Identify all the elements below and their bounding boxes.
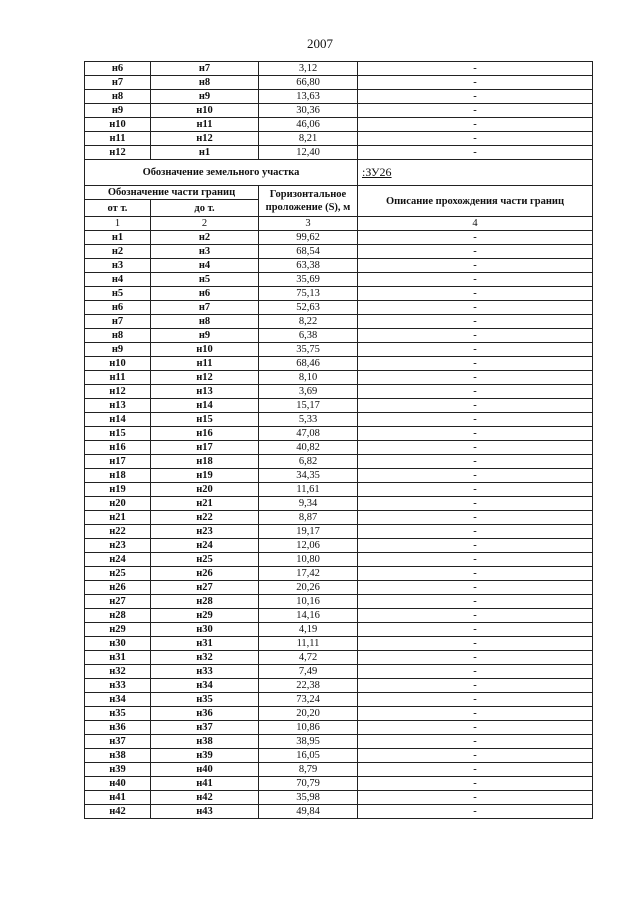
from-point: н28	[85, 609, 151, 623]
from-point: н37	[85, 735, 151, 749]
table-row	[85, 721, 593, 735]
from-point: н30	[85, 637, 151, 651]
description: -	[358, 791, 593, 805]
column-number-2: 2	[151, 217, 259, 231]
horizontal-length: 15,17	[259, 399, 358, 413]
table-row	[85, 525, 593, 539]
description: -	[358, 693, 593, 707]
to-point: н34	[151, 679, 259, 693]
table-row	[85, 777, 593, 791]
table-row	[85, 76, 593, 90]
horizontal-length: 70,79	[259, 777, 358, 791]
to-point: н26	[151, 567, 259, 581]
to-point: н12	[151, 371, 259, 385]
from-point: н1	[85, 231, 151, 245]
to-point: н9	[151, 90, 259, 104]
description: -	[358, 805, 593, 819]
description: -	[358, 132, 593, 146]
to-point: н14	[151, 399, 259, 413]
to-point: н11	[151, 357, 259, 371]
horizontal-length: 16,05	[259, 749, 358, 763]
to-point: н38	[151, 735, 259, 749]
horizontal-length: 9,34	[259, 497, 358, 511]
from-point: н39	[85, 763, 151, 777]
from-point: н3	[85, 259, 151, 273]
description: -	[358, 511, 593, 525]
horizontal-length: 40,82	[259, 441, 358, 455]
section-header	[85, 160, 593, 231]
table-row	[85, 329, 593, 343]
from-point: н23	[85, 539, 151, 553]
from-point: н5	[85, 287, 151, 301]
table-row	[85, 609, 593, 623]
horizontal-length: 10,16	[259, 595, 358, 609]
from-point: н21	[85, 511, 151, 525]
land-plot-code: :ЗУ26	[358, 160, 593, 186]
table-row	[85, 693, 593, 707]
to-point: н42	[151, 791, 259, 805]
to-point: н31	[151, 637, 259, 651]
horizontal-length: 52,63	[259, 301, 358, 315]
table-row	[85, 413, 593, 427]
description: -	[358, 665, 593, 679]
to-point: н24	[151, 539, 259, 553]
parts-header: Обозначение части границ	[85, 186, 259, 200]
horizontal-length: 34,35	[259, 469, 358, 483]
from-point: н13	[85, 399, 151, 413]
description: -	[358, 287, 593, 301]
description: -	[358, 567, 593, 581]
to-point: н16	[151, 427, 259, 441]
table-row	[85, 651, 593, 665]
from-point: н10	[85, 118, 151, 132]
to-point-header: до т.	[151, 200, 259, 217]
to-point: н17	[151, 441, 259, 455]
to-point: н5	[151, 273, 259, 287]
horizontal-length: 8,10	[259, 371, 358, 385]
first-block-rows	[85, 62, 593, 160]
from-point: н8	[85, 90, 151, 104]
table-row	[85, 441, 593, 455]
from-point: н35	[85, 707, 151, 721]
table-row	[85, 553, 593, 567]
from-point: н40	[85, 777, 151, 791]
from-point: н6	[85, 301, 151, 315]
description: -	[358, 595, 593, 609]
horizontal-length: 35,69	[259, 273, 358, 287]
page-number: 2007	[307, 36, 333, 51]
table-row	[85, 791, 593, 805]
table-row	[85, 749, 593, 763]
table-row	[85, 511, 593, 525]
to-point: н20	[151, 483, 259, 497]
to-point: н29	[151, 609, 259, 623]
horizontal-length: 14,16	[259, 609, 358, 623]
to-point: н37	[151, 721, 259, 735]
from-point: н33	[85, 679, 151, 693]
from-point: н2	[85, 245, 151, 259]
from-point: н29	[85, 623, 151, 637]
horizontal-length: 3,12	[259, 62, 358, 76]
horizontal-length: 17,42	[259, 567, 358, 581]
column-number-1: 1	[85, 217, 151, 231]
from-point: н32	[85, 665, 151, 679]
description: -	[358, 259, 593, 273]
table-row	[85, 539, 593, 553]
description: -	[358, 371, 593, 385]
table-row	[85, 343, 593, 357]
table-row	[85, 805, 593, 819]
to-point: н12	[151, 132, 259, 146]
table-row	[85, 707, 593, 721]
description: -	[358, 315, 593, 329]
description: -	[358, 497, 593, 511]
description: -	[358, 441, 593, 455]
description: -	[358, 90, 593, 104]
description: -	[358, 245, 593, 259]
table-row	[85, 497, 593, 511]
to-point: н2	[151, 231, 259, 245]
land-plot-title: Обозначение земельного участка	[85, 160, 358, 186]
horizontal-length: 30,36	[259, 104, 358, 118]
table-row	[85, 231, 593, 245]
to-point: н41	[151, 777, 259, 791]
from-point: н9	[85, 104, 151, 118]
to-point: н9	[151, 329, 259, 343]
boundary-table	[84, 61, 593, 819]
description: -	[358, 581, 593, 595]
to-point: н33	[151, 665, 259, 679]
description-header: Описание прохождения части границ	[358, 186, 593, 217]
description: -	[358, 525, 593, 539]
to-point: н18	[151, 455, 259, 469]
horizontal-length: 47,08	[259, 427, 358, 441]
to-point: н10	[151, 343, 259, 357]
description: -	[358, 343, 593, 357]
description: -	[358, 469, 593, 483]
to-point: н8	[151, 315, 259, 329]
horizontal-length: 20,26	[259, 581, 358, 595]
table-row	[85, 287, 593, 301]
description: -	[358, 76, 593, 90]
from-point: н41	[85, 791, 151, 805]
description: -	[358, 357, 593, 371]
column-number-4: 4	[358, 217, 593, 231]
horizontal-length: 46,06	[259, 118, 358, 132]
description: -	[358, 679, 593, 693]
description: -	[358, 777, 593, 791]
to-point: н6	[151, 287, 259, 301]
table-row	[85, 245, 593, 259]
table-row	[85, 623, 593, 637]
description: -	[358, 721, 593, 735]
horizontal-length: 6,38	[259, 329, 358, 343]
horizontal-length: 20,20	[259, 707, 358, 721]
horizontal-length: 35,75	[259, 343, 358, 357]
from-point: н17	[85, 455, 151, 469]
to-point: н30	[151, 623, 259, 637]
table-row	[85, 595, 593, 609]
from-point: н20	[85, 497, 151, 511]
from-point: н7	[85, 76, 151, 90]
from-point: н16	[85, 441, 151, 455]
to-point: н43	[151, 805, 259, 819]
to-point: н1	[151, 146, 259, 160]
horizontal-length: 3,69	[259, 385, 358, 399]
to-point: н8	[151, 76, 259, 90]
from-point: н7	[85, 315, 151, 329]
from-point: н9	[85, 343, 151, 357]
description: -	[358, 553, 593, 567]
to-point: н13	[151, 385, 259, 399]
to-point: н7	[151, 301, 259, 315]
horizontal-length: 8,79	[259, 763, 358, 777]
table-row	[85, 371, 593, 385]
from-point: н15	[85, 427, 151, 441]
table-row	[85, 735, 593, 749]
table-row	[85, 665, 593, 679]
table-row	[85, 399, 593, 413]
to-point: н35	[151, 693, 259, 707]
horizontal-length: 68,46	[259, 357, 358, 371]
horizontal-length: 22,38	[259, 679, 358, 693]
to-point: н28	[151, 595, 259, 609]
table-row	[85, 132, 593, 146]
from-point: н18	[85, 469, 151, 483]
table-row	[85, 118, 593, 132]
to-point: н21	[151, 497, 259, 511]
horizontal-length: 4,19	[259, 623, 358, 637]
description: -	[358, 623, 593, 637]
to-point: н19	[151, 469, 259, 483]
table-row	[85, 315, 593, 329]
from-point: н36	[85, 721, 151, 735]
from-point: н25	[85, 567, 151, 581]
table-row	[85, 763, 593, 777]
to-point: н3	[151, 245, 259, 259]
description: -	[358, 749, 593, 763]
from-point: н26	[85, 581, 151, 595]
description: -	[358, 118, 593, 132]
from-point: н4	[85, 273, 151, 287]
to-point: н25	[151, 553, 259, 567]
horizontal-length: 63,38	[259, 259, 358, 273]
table-row	[85, 679, 593, 693]
from-point: н10	[85, 357, 151, 371]
horizontal-length: 7,49	[259, 665, 358, 679]
to-point: н36	[151, 707, 259, 721]
from-point: н31	[85, 651, 151, 665]
from-point: н38	[85, 749, 151, 763]
table-row	[85, 455, 593, 469]
horizontal-length: 8,21	[259, 132, 358, 146]
horizontal-length: 8,87	[259, 511, 358, 525]
horizontal-length: 5,33	[259, 413, 358, 427]
horizontal-length: 66,80	[259, 76, 358, 90]
description: -	[358, 707, 593, 721]
horizontal-length: 13,63	[259, 90, 358, 104]
from-point: н24	[85, 553, 151, 567]
description: -	[358, 455, 593, 469]
horizontal-length: 73,24	[259, 693, 358, 707]
table-row	[85, 469, 593, 483]
horizontal-length: 8,22	[259, 315, 358, 329]
to-point: н7	[151, 62, 259, 76]
from-point: н12	[85, 385, 151, 399]
to-point: н15	[151, 413, 259, 427]
horizontal-length: 11,61	[259, 483, 358, 497]
from-point: н11	[85, 371, 151, 385]
horizontal-length: 12,40	[259, 146, 358, 160]
description: -	[358, 399, 593, 413]
from-point: н19	[85, 483, 151, 497]
horizontal-length: 99,62	[259, 231, 358, 245]
table-row	[85, 581, 593, 595]
table-row	[85, 567, 593, 581]
from-point: н11	[85, 132, 151, 146]
from-point: н14	[85, 413, 151, 427]
horizontal-length: 68,54	[259, 245, 358, 259]
horizontal-length: 6,82	[259, 455, 358, 469]
description: -	[358, 427, 593, 441]
table-row	[85, 62, 593, 76]
description: -	[358, 413, 593, 427]
description: -	[358, 62, 593, 76]
to-point: н10	[151, 104, 259, 118]
horizontal-length: 10,80	[259, 553, 358, 567]
to-point: н11	[151, 118, 259, 132]
description: -	[358, 483, 593, 497]
column-number-3: 3	[259, 217, 358, 231]
description: -	[358, 329, 593, 343]
from-point: н12	[85, 146, 151, 160]
from-point: н22	[85, 525, 151, 539]
description: -	[358, 273, 593, 287]
description: -	[358, 385, 593, 399]
description: -	[358, 609, 593, 623]
description: -	[358, 104, 593, 118]
description: -	[358, 539, 593, 553]
horizontal-length: 49,84	[259, 805, 358, 819]
table-row	[85, 146, 593, 160]
horizontal-length: 11,11	[259, 637, 358, 651]
to-point: н22	[151, 511, 259, 525]
from-point: н27	[85, 595, 151, 609]
to-point: н4	[151, 259, 259, 273]
table-row	[85, 259, 593, 273]
table-row	[85, 637, 593, 651]
to-point: н27	[151, 581, 259, 595]
table-row	[85, 273, 593, 287]
to-point: н23	[151, 525, 259, 539]
table-row	[85, 483, 593, 497]
table-row	[85, 90, 593, 104]
table-row	[85, 104, 593, 118]
to-point: н40	[151, 763, 259, 777]
horizontal-length: 38,95	[259, 735, 358, 749]
horizontal-length: 10,86	[259, 721, 358, 735]
description: -	[358, 301, 593, 315]
to-point: н32	[151, 651, 259, 665]
length-header: Горизонтальное проложение (S), м	[259, 186, 358, 217]
horizontal-length: 12,06	[259, 539, 358, 553]
to-point: н39	[151, 749, 259, 763]
from-point: н6	[85, 62, 151, 76]
horizontal-length: 35,98	[259, 791, 358, 805]
from-point-header: от т.	[85, 200, 151, 217]
from-point: н8	[85, 329, 151, 343]
description: -	[358, 637, 593, 651]
horizontal-length: 75,13	[259, 287, 358, 301]
description: -	[358, 146, 593, 160]
horizontal-length: 19,17	[259, 525, 358, 539]
horizontal-length: 4,72	[259, 651, 358, 665]
table-row	[85, 427, 593, 441]
table-row	[85, 301, 593, 315]
table-row	[85, 357, 593, 371]
table-row	[85, 385, 593, 399]
second-block-rows	[85, 231, 593, 819]
from-point: н42	[85, 805, 151, 819]
description: -	[358, 735, 593, 749]
description: -	[358, 763, 593, 777]
description: -	[358, 231, 593, 245]
from-point: н34	[85, 693, 151, 707]
description: -	[358, 651, 593, 665]
